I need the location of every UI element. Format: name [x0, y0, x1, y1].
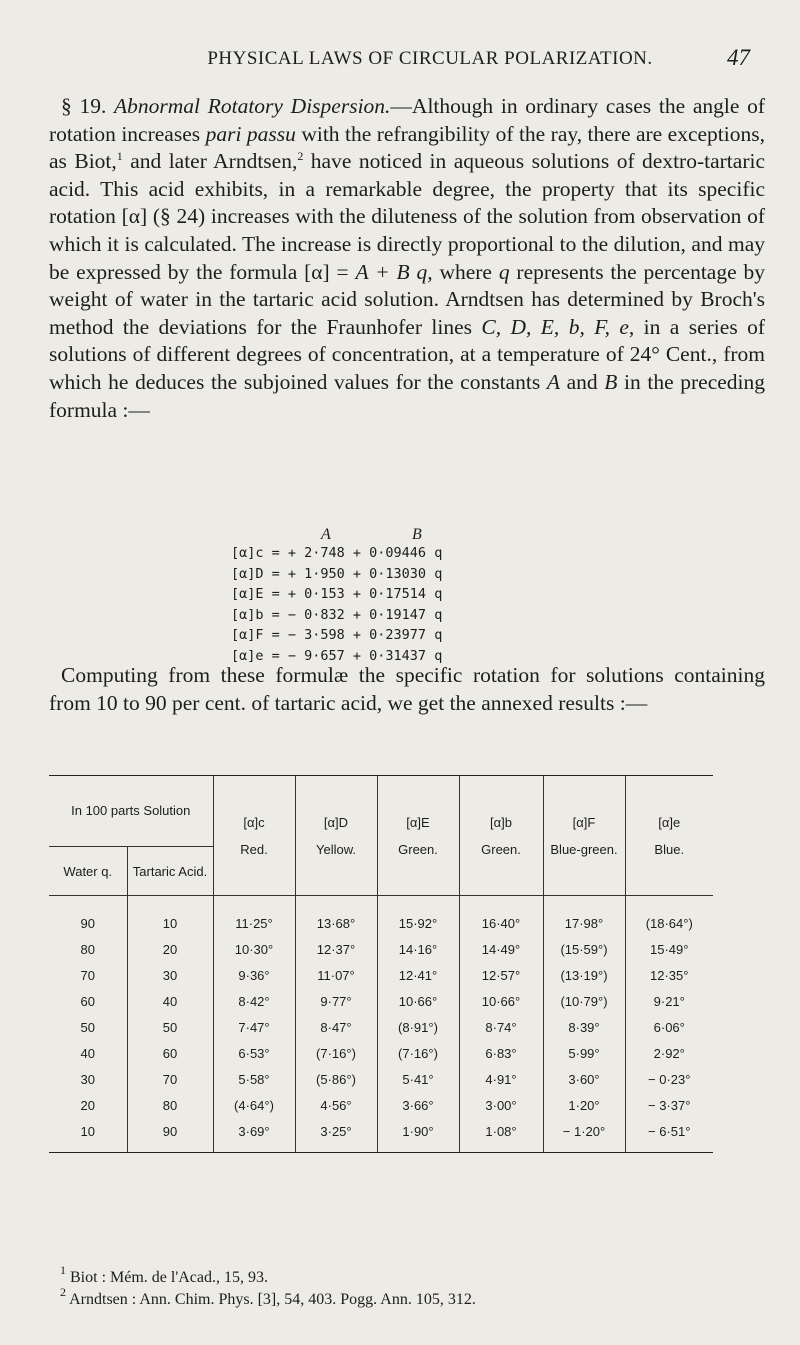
- table-cell: (13·19°): [543, 962, 625, 988]
- section-number: § 19.: [61, 94, 107, 118]
- paragraph-text: —Although in ordinary cases the angle of rotation increases: [49, 94, 766, 146]
- column-color: Red.: [240, 841, 268, 857]
- table-cell: 30: [127, 962, 213, 988]
- table-row: [49, 988, 713, 1014]
- table-cell: 8·47°: [295, 1014, 377, 1040]
- table-cell: (8·91°): [377, 1014, 459, 1040]
- paragraph-text: and: [559, 369, 605, 394]
- footnote-ref-2[interactable]: 2: [297, 149, 304, 164]
- table-cell: 3·66°: [377, 1092, 459, 1118]
- column-header: [377, 776, 459, 896]
- constant-a: A: [546, 369, 560, 394]
- table-row: [49, 1014, 713, 1040]
- table-cell: − 1·20°: [543, 1118, 625, 1153]
- table-cell: 10: [127, 896, 213, 937]
- column-header: [459, 776, 543, 896]
- table-cell: 14·49°: [459, 936, 543, 962]
- formula-row: [α]D = + 1·950 + 0·13030 q: [231, 565, 443, 582]
- table-cell: 3·25°: [295, 1118, 377, 1153]
- table-cell: (7·16°): [377, 1040, 459, 1066]
- table-cell: 9·36°: [213, 962, 295, 988]
- table-cell: 5·41°: [377, 1066, 459, 1092]
- paragraph-text: with the refrangibility of the ray, there are exceptions, as Biot,: [49, 121, 765, 174]
- table-cell: 1·90°: [377, 1118, 459, 1153]
- table-cell: 80: [80, 941, 95, 957]
- water-header: Water q.: [49, 847, 127, 896]
- table-cell: 15·92°: [377, 896, 459, 937]
- table-cell: 8·42°: [213, 988, 295, 1014]
- footnote-number: 2: [60, 1285, 66, 1299]
- table-row: [49, 896, 713, 937]
- table-cell: (10·79°): [543, 988, 625, 1014]
- table-cell: 12·57°: [459, 962, 543, 988]
- table-cell: (5·86°): [295, 1066, 377, 1092]
- formula-row: [α]F = − 3·598 + 0·23977 q: [231, 627, 443, 643]
- table-row: [49, 1040, 713, 1066]
- table-cell: 60: [127, 1040, 213, 1066]
- table-cell: 9·77°: [295, 988, 377, 1014]
- table-cell: 90: [80, 915, 95, 931]
- table-cell: 17·98°: [543, 896, 625, 937]
- table-row: [49, 1118, 713, 1153]
- table-cell: 60: [80, 993, 95, 1009]
- table-cell: 20: [80, 1097, 95, 1113]
- table-cell: 4·56°: [295, 1092, 377, 1118]
- table-cell: 1·08°: [459, 1118, 543, 1153]
- table-cell: 50: [127, 1014, 213, 1040]
- table-cell: − 3·37°: [625, 1092, 713, 1118]
- table-cell: 2·92°: [625, 1040, 713, 1066]
- table-row: [49, 1066, 713, 1092]
- table-cell: 40: [127, 988, 213, 1014]
- table-cell: 4·91°: [459, 1066, 543, 1092]
- table-cell: 10·66°: [459, 988, 543, 1014]
- table-cell: 11·07°: [295, 962, 377, 988]
- paragraph-text: represents the percentage by weight of water in the tartaric acid solution. Arndtsen has determined by Broch's method the deviations for the Fraunhofer lines: [49, 259, 765, 339]
- table-cell: 8·39°: [543, 1014, 625, 1040]
- paragraph-text: in the preceding formula :—: [49, 369, 765, 422]
- footnote-ref-1[interactable]: 1: [116, 149, 123, 164]
- formula-row: [α]e = − 9·657 + 0·31437 q: [231, 647, 443, 664]
- formula-column-headers: [231, 525, 442, 543]
- formula-col-a: A: [321, 526, 331, 543]
- table-cell: 12·35°: [625, 962, 713, 988]
- column-color: Green.: [398, 841, 438, 857]
- table-cell: 7·47°: [213, 1014, 295, 1040]
- footnote-text: Biot : Mém. de l'Acad., 15, 93.: [70, 1269, 268, 1286]
- paragraph-text: Computing from these formulæ the specific rotation for solutions containing from 10 to 90 per cent. of tartaric acid, we get the annexed results :—: [49, 663, 765, 715]
- column-header: [213, 776, 295, 896]
- table-cell: (15·59°): [543, 936, 625, 962]
- paragraph-text: where: [432, 259, 499, 284]
- results-paragraph: [49, 662, 765, 717]
- paragraph-text: have noticed in aqueous solutions of dextro-tartaric acid. This acid exhibits, in a remarkable degree, the property that its specific rotation [α] (§ 24) increases with the diluteness of the solution from observation of which it is calculated. The increase is directly proportional to the dilution, and may be expressed by the formula [α] =: [49, 149, 765, 284]
- column-symbol: [α]b: [490, 814, 512, 830]
- acid-header: Tartaric Acid.: [127, 847, 213, 896]
- table-cell: 3·60°: [543, 1066, 625, 1092]
- section-19-paragraph: [49, 93, 765, 424]
- column-symbol: [α]e: [658, 814, 681, 830]
- table-cell: 6·83°: [459, 1040, 543, 1066]
- table-cell: 6·06°: [625, 1014, 713, 1040]
- table-cell: 30: [80, 1071, 95, 1087]
- table-row: [49, 962, 713, 988]
- formula-block: [231, 525, 442, 666]
- table-cell: 11·25°: [213, 896, 295, 937]
- table-cell: 13·68°: [295, 896, 377, 937]
- table-cell: − 0·23°: [625, 1066, 713, 1092]
- column-color: Yellow.: [316, 841, 356, 857]
- table-cell: 12·41°: [377, 962, 459, 988]
- table-row: [49, 936, 713, 962]
- column-symbol: [α]D: [323, 814, 349, 830]
- table-cell: 50: [80, 1019, 95, 1035]
- page-header: [150, 45, 750, 78]
- formula-row: [α]c = + 2·748 + 0·09446 q: [231, 545, 443, 561]
- table-cell: − 6·51°: [625, 1118, 713, 1153]
- formula-inline: A + B q,: [355, 259, 433, 284]
- table-cell: (18·64°): [625, 896, 713, 937]
- footnote-number: 1: [60, 1263, 66, 1277]
- table-cell: 5·58°: [213, 1066, 295, 1092]
- footnote-2: [60, 1285, 476, 1310]
- rotation-table: [49, 775, 713, 1153]
- formula-row: [α]b = − 0·832 + 0·19147 q: [231, 606, 443, 623]
- table-cell: (4·64°): [213, 1092, 295, 1118]
- fraunhofer-lines: C, D, E, b, F, e,: [481, 314, 635, 339]
- table-cell: 9·21°: [625, 988, 713, 1014]
- running-title: PHYSICAL LAWS OF CIRCULAR POLARIZATION.: [207, 48, 653, 69]
- column-color: Blue.: [654, 841, 685, 857]
- table-cell: 3·69°: [213, 1118, 295, 1153]
- paragraph-text: and later Arndtsen,: [122, 149, 298, 174]
- table-cell: 70: [127, 1066, 213, 1092]
- table-group-header: In 100 parts Solution: [49, 776, 213, 847]
- column-symbol: [α]F: [572, 814, 596, 830]
- table-cell: 10: [49, 1118, 127, 1153]
- table-cell: 1·20°: [543, 1092, 625, 1118]
- table-cell: 10·66°: [377, 988, 459, 1014]
- table-cell: 70: [80, 967, 95, 983]
- constant-b: B: [604, 369, 618, 394]
- section-title: Abnormal Rotatory Dispersion.: [114, 94, 391, 118]
- table-cell: (7·16°): [295, 1040, 377, 1066]
- footnote-text: Arndtsen : Ann. Chim. Phys. [3], 54, 403. Pogg. Ann. 105, 312.: [69, 1291, 476, 1308]
- table-cell: 6·53°: [213, 1040, 295, 1066]
- page-number: 47: [727, 45, 750, 70]
- table-cell: 12·37°: [295, 936, 377, 962]
- column-header: [543, 776, 625, 896]
- italic-phrase: pari passu: [205, 121, 296, 146]
- table-cell: 20: [127, 936, 213, 962]
- variable-q: q: [498, 259, 510, 284]
- formula-col-b: B: [412, 526, 422, 543]
- table-row: [49, 1092, 713, 1118]
- table-cell: 3·00°: [459, 1092, 543, 1118]
- table-cell: 15·49°: [625, 936, 713, 962]
- column-symbol: [α]c: [243, 814, 265, 830]
- column-header: [295, 776, 377, 896]
- table-cell: 10·30°: [213, 936, 295, 962]
- table-cell: 80: [127, 1092, 213, 1118]
- table-cell: 5·99°: [543, 1040, 625, 1066]
- table-cell: 8·74°: [459, 1014, 543, 1040]
- table-cell: 90: [127, 1118, 213, 1153]
- paragraph-text: in a series of solutions of different degrees of concentration, at a temperature of 24° Cent., from which he deduces the subjoined values for the constants: [49, 314, 765, 394]
- formula-row: [α]E = + 0·153 + 0·17514 q: [231, 586, 443, 602]
- column-color: Green.: [481, 841, 521, 857]
- table-cell: 16·40°: [459, 896, 543, 937]
- column-symbol: [α]E: [406, 814, 430, 830]
- table-cell: 40: [80, 1045, 95, 1061]
- footnote-1: [60, 1263, 268, 1288]
- table-cell: 14·16°: [377, 936, 459, 962]
- column-color: Blue-green.: [550, 841, 618, 857]
- column-header: [625, 776, 713, 896]
